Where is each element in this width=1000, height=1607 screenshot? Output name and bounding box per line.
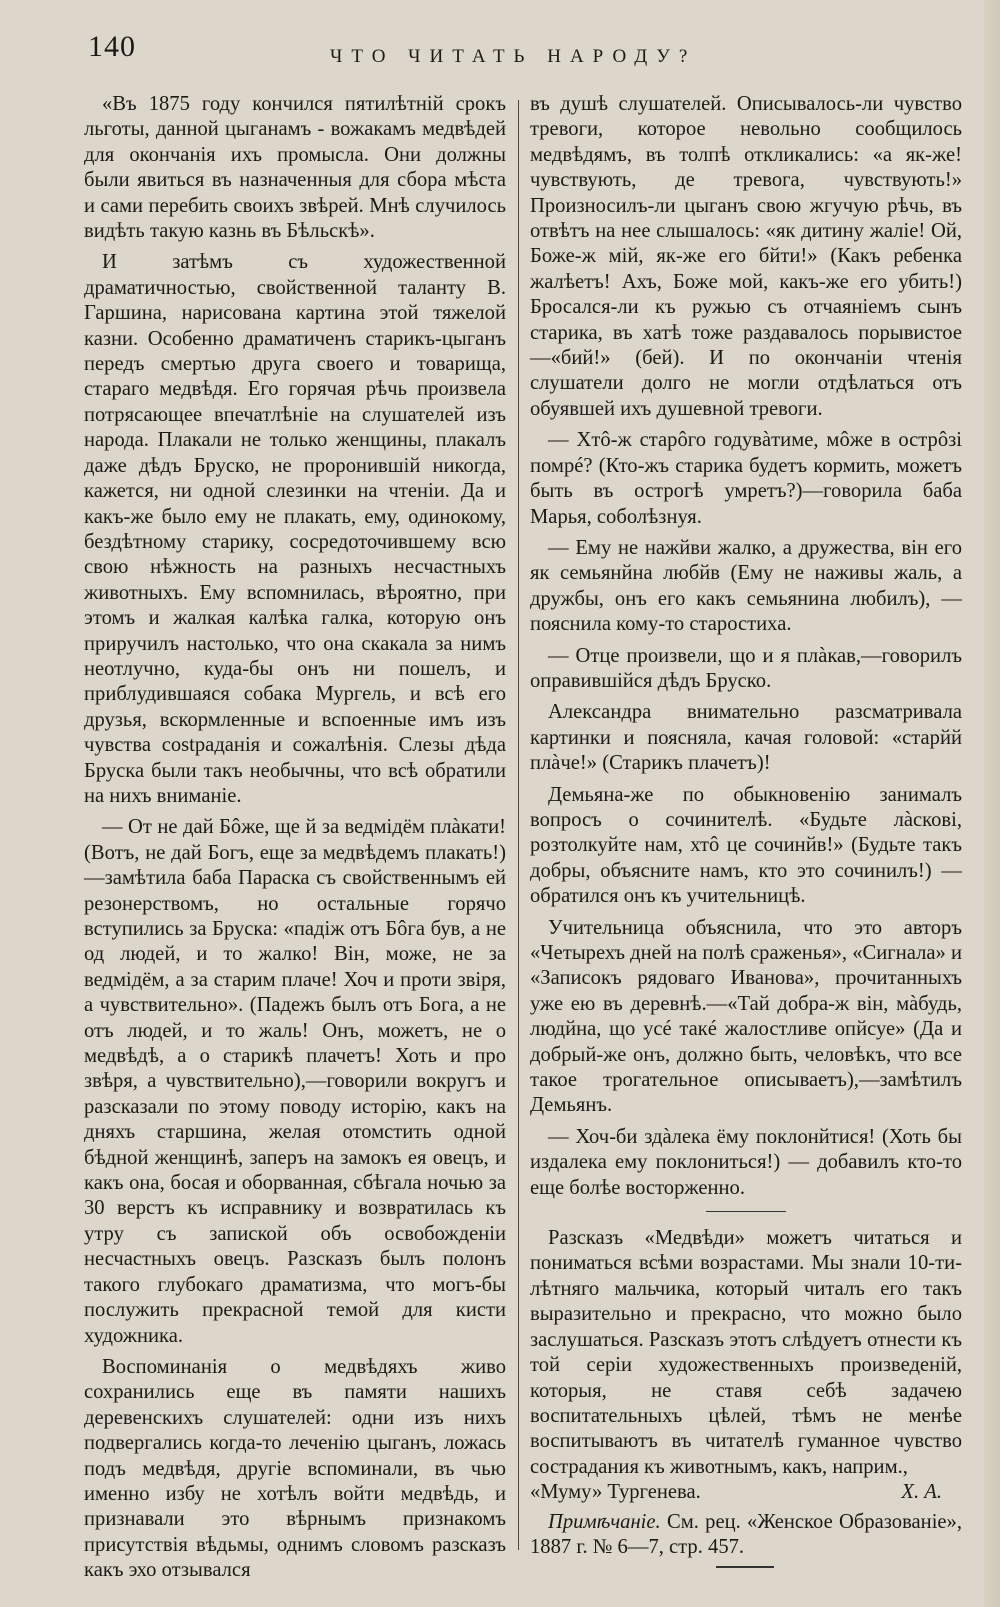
paragraph: Демьяна-же по обыкновенію занималъ вопросъ о сочинителѣ. «Будьте лàскові, розтолкуйте нам, хтô це сочинйв!» (Будьте такъ добры, объясните намъ, кто это сочинилъ!) —обратился онъ къ учительницѣ.: [530, 783, 962, 908]
paragraph: — Отце произвели, що и я плàкав,—говорилъ оправившійся дѣдъ Бруско.: [530, 644, 962, 692]
paragraph: въ душѣ слушателей. Описывалось-ли чувство тревоги, которое невольно сообщилось медвѣдямъ, въ толпѣ откликались: «а як-же! чувствують, де тревога, чувствують!» Произносилъ-ли цыганъ свою жгучую рѣчь, въ отвѣтъ на нее слышалось: «як дитину жаліе! Ой, Боже-ж мій, як-же его бйти!» (Какъ ребенка жалѣетъ! Ахъ, Боже мой, какъ-же его убить!) Бросался-ли къ ружью съ отчаяніемъ сынъ старика, въ хатѣ тоже раздавалось порывистое—«бий!» (бей). И по окончаніи чтенія слушатели долго не могли отдѣлаться отъ обуявшей ихъ душевной тревоги.: [530, 93, 962, 420]
end-rule: [716, 1566, 774, 1568]
paragraph: Учительница объяснила, что это авторъ «Четырехъ дней на полѣ сраженья», «Сигнала» и «Записокъ рядоваго Иванова», прочитанныхъ уже ею въ деревнѣ.—«Тай добра-ж він, мàбудь, людйна, що усé такé жалостливе опйсуе» (Да и добрый-же онъ, должно быть, человѣкъ, что все такое трогательное описываетъ),—замѣтилъ Демьянъ.: [530, 916, 962, 1117]
paragraph: Александра внимательно разсматривала картинки и поясняла, качая головой: «старйй плàче!» (Старикъ плачетъ)!: [530, 701, 962, 775]
running-title: ЧТО ЧИТАТЬ НАРОДУ?: [330, 46, 697, 67]
paragraph: Воспоминанія о медвѣдяхъ живо сохранились еще въ памяти нашихъ деревенскихъ слушателей: одни изъ нихъ подвергались когда-то леченію цыганъ, ложась подъ медвѣдя, другіе вспоминали, въ чью именно избу не хотѣлъ войти медвѣдь, и признавали это вѣрнымъ признакомъ присутствія вѣдьмы, однимъ словомъ разсказъ какъ эхо отзывался: [84, 1355, 506, 1582]
page-edge: [984, 0, 1000, 1607]
column-divider: [518, 100, 519, 1550]
footnote: [530, 1510, 962, 1561]
paragraph: — От не дай Бôже, ще й за ведмідём плàкати! (Вотъ, не дай Богъ, еще за медвѣдемъ плакать!)—замѣтила баба Параска съ свойственнымъ ей резонерствомъ, но остальные горячо вступились за Бруска: «падіж отъ Бôга був, а не од людей, и то жалко! Він, може, не за ведмідём, а за старим плаче! Хоч и проти звіря, а чувствительно». (Падежъ былъ отъ Бога, а не отъ людей, и то жаль! Онъ, можетъ, не о медвѣдѣ, а о старикѣ плачетъ! Хоть и про звѣря, а чувствительно),—говорили вокругъ и разсказали по этому поводу исторію, какъ на дняхъ старшина, желая отомстить одной бѣдной женщинѣ, заперъ на замокъ ея овецъ, и какъ она, босая и оборванная, сбѣгала ночью за 30 верстъ къ исправнику и возвратилась къ утру съ запиской объ освобожденіи несчастныхъ овецъ. Разсказъ былъ полонъ такого глубокаго драматизма, что могъ-бы послужить прекрасной темой для кисти художника.: [84, 816, 506, 1347]
footnote-text: См. рец. «Женское Образованіе», 1887 г. № 6—7, стр. 457.: [530, 1510, 962, 1558]
review-last-line: «Муму» Тургенева.: [530, 1481, 701, 1504]
review-paragraph: Разсказъ «Медвѣди» можетъ читаться и пониматься всѣми возрастами. Мы знали 10-ти-лѣтняго мальчика, который читалъ его такъ выразительно и прекрасно, что можно было заслушаться. Разсказъ этотъ слѣдуетъ отнести къ той серіи художественныхъ произведеній, которыя, не ставя себѣ задачею воспитательныхъ цѣлей, тѣмъ не менѣе воспитываютъ въ читателѣ гуманное чувство сострадания къ животнымъ, какъ, наприм.,: [530, 1227, 962, 1478]
paragraph: «Въ 1875 году кончился пятилѣтній срокъ льготы, данной цыганамъ - вожакамъ медвѣдей для окончанія ихъ промысла. Они должны были явиться въ назначенныя для сбора мѣста и сами перебить своихъ звѣрей. Мнѣ случилось видѣть такую казнь въ Бѣльскѣ».: [84, 93, 506, 243]
right-column: [530, 92, 962, 1568]
paragraph: — Хоч-би здàлека ёму поклонйтися! (Хоть бы издалека ему поклониться!) — добавилъ кто-то еще болѣе восторженно.: [530, 1125, 962, 1199]
author-signature: Х. А.: [901, 1481, 942, 1504]
section-separator: [706, 1211, 786, 1212]
page-number: 140: [88, 30, 136, 63]
paragraph: — Ему не нажйви жалко, а дружества, він его як семьянйна любйв (Ему не наживы жаль, а дружбы, онъ его какъ семьянина любилъ), — пояснила кому-то старостиха.: [530, 536, 962, 636]
left-column: [84, 92, 506, 1590]
paragraph: — Хтô-ж старôго годувàтиме, мôже в острôзі помрé? (Кто-жъ старика будетъ кормить, можетъ быть въ острогѣ умретъ?)—говорила баба Марья, соболѣзнуя.: [530, 429, 962, 528]
review-closing-line: [530, 1480, 962, 1505]
footnote-label: Примѣчаніе.: [548, 1510, 661, 1533]
paragraph: И затѣмъ съ художественной драматичностью, свойственной таланту В. Гаршина, нарисована картина этой тяжелой казни. Особенно драматиченъ старикъ-цыганъ передъ смертью друга своего и товарища, стараго медвѣдя. Его горячая рѣчь произвела потрясающее впечатлѣніе на слушателей изъ народа. Плакали не только женщины, плакалъ даже дѣдъ Бруско, не проронившій никогда, кажется, ни одной слезинки на чтеніи. Да и какъ-же было ему не плакать, ему, одинокому, бездѣтному старику, сосредоточившему всю свою нѣжность на разныхъ несчастныхъ животныхъ. Ему вспомнилась, вѣроятно, при этомъ и жалкая калѣка галка, которую онъ приручилъ настолько, что она скакала за нимъ неотлучно, куда-бы онъ ни пошелъ, и приблудившаяся собака Мургель, и всѣ его друзья, вскормленные и вспоенные имъ изъ чувства сostраданія и сожалѣнія. Слезы дѣда Бруска были такъ необычны, что всѣ обратили на нихъ вниманіе.: [84, 251, 506, 807]
